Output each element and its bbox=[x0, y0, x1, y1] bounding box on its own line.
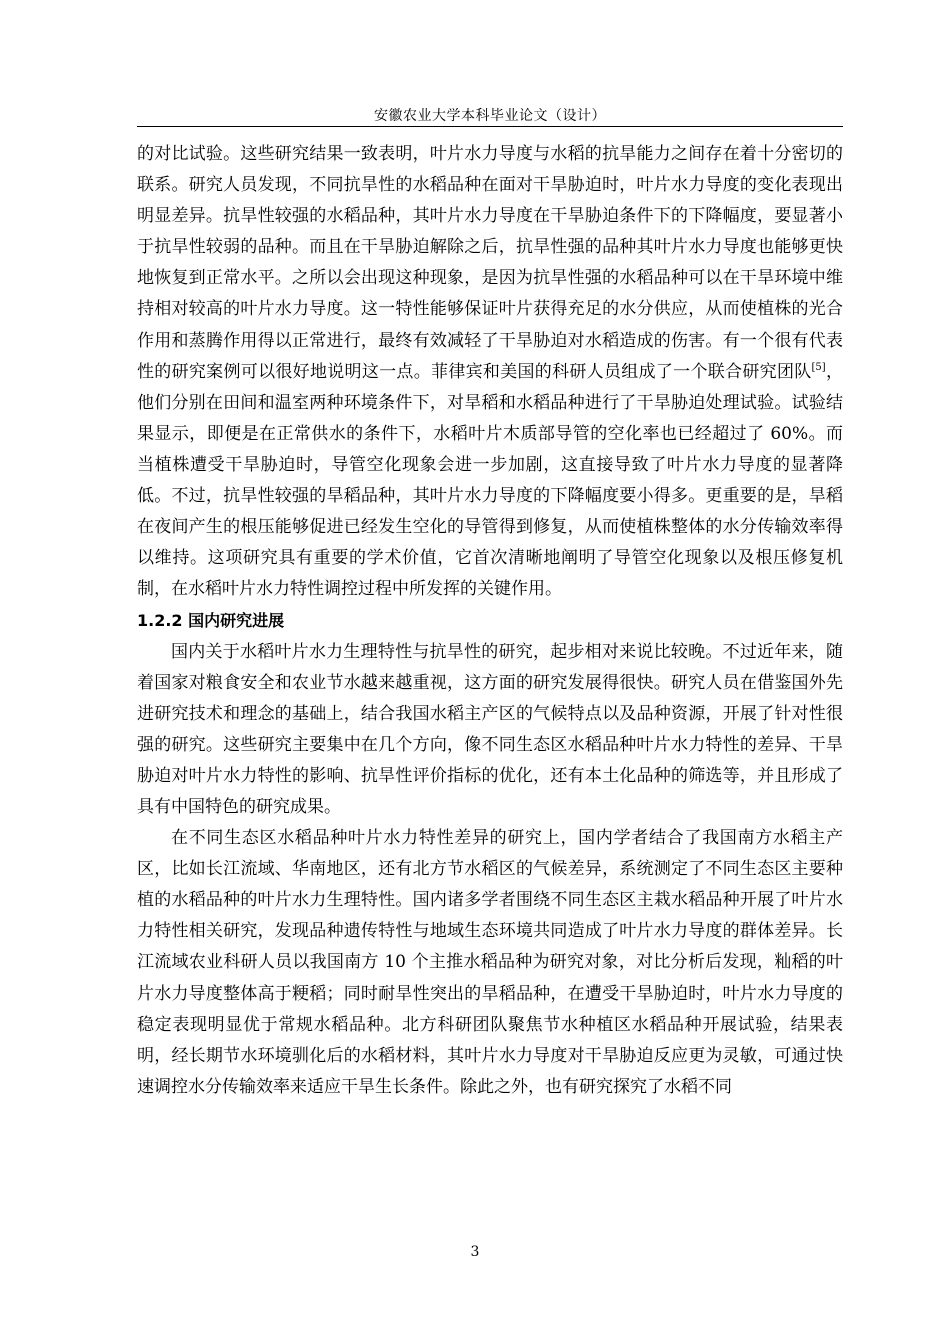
running-header: 安徽农业大学本科毕业论文（设计） bbox=[374, 108, 606, 124]
page-number: 3 bbox=[470, 1244, 480, 1260]
paragraph-1-text-continued: ，他们分别在田间和温室两种环境条件下，对旱稻和水稻品种进行了干旱胁迫处理试验。试验结果显示，即便是在正常供水的条件下，水稻叶片木质部导管的空化率也已经超过了 60%。而当植株遭受干旱胁迫时，导管空化现象会进一步加剧，这直接导致了叶片水力导度的显著降低。不过，抗旱性较强的旱稻品种，其叶片水力导度的下降幅度要小得多。更重要的是，旱稻在夜间产生的根压能够促进已经发生空化的导管得到修复，从而使植株整体的水分传输效率得以维持。这项研究具有重要的学术价值，它首次清晰地阐明了导管空化现象以及根压修复机制，在水稻叶片水力特性调控过程中所发挥的关键作用。 bbox=[137, 361, 843, 600]
paragraph-1 bbox=[137, 139, 843, 605]
paragraph-1-text: 的对比试验。这些研究结果一致表明，叶片水力导度与水稻的抗旱能力之间存在着十分密切的联系。研究人员发现，不同抗旱性的水稻品种在面对干旱胁迫时，叶片水力导度的变化表现出明显差异。抗旱性较强的水稻品种，其叶片水力导度在干旱胁迫条件下的下降幅度，要显著小于抗旱性较弱的品种。而且在干旱胁迫解除之后，抗旱性强的品种其叶片水力导度也能够更快地恢复到正常水平。之所以会出现这种现象，是因为抗旱性强的水稻品种可以在干旱环境中维持相对较高的叶片水力导度。这一特性能够保证叶片获得充足的水分供应，从而使植株的光合作用和蒸腾作用得以正常进行，最终有效减轻了干旱胁迫对水稻造成的伤害。有一个很有代表性的研究案例可以很好地说明这一点。菲律宾和美国的科研人员组成了一个联合研究团队 bbox=[137, 144, 843, 382]
citation-ref: [5] bbox=[811, 361, 826, 373]
paragraph-2: 国内关于水稻叶片水力生理特性与抗旱性的研究，起步相对来说比较晚。不过近年来，随着国家对粮食安全和农业节水越来越重视，这方面的研究发展得很快。研究人员在借鉴国外先进研究技术和理念的基础上，结合我国水稻主产区的气候特点以及品种资源，开展了针对性很强的研究。这些研究主要集中在几个方向，像不同生态区水稻品种叶片水力特性的差异、干旱胁迫对叶片水力特性的影响、抗旱性评价指标的优化，还有本土化品种的筛选等，并且形成了具有中国特色的研究成果。 bbox=[137, 641, 843, 817]
section-heading: 1.2.2 国内研究进展 bbox=[137, 611, 285, 631]
header-rule bbox=[137, 126, 843, 127]
body-text bbox=[137, 139, 843, 1103]
paragraph-3: 在不同生态区水稻品种叶片水力特性差异的研究上，国内学者结合了我国南方水稻主产区，比如长江流域、华南地区，还有北方节水稻区的气候差异，系统测定了不同生态区主要种植的水稻品种的叶片水力生理特性。国内诸多学者围绕不同生态区主栽水稻品种开展了叶片水力特性相关研究，发现品种遗传特性与地域生态环境共同造成了叶片水力导度的群体差异。长江流域农业科研人员以我国南方 10 个主推水稻品种为研究对象，对比分析后发现，籼稻的叶片水力导度整体高于粳稻；同时耐旱性突出的旱稻品种，在遭受干旱胁迫时，叶片水力导度的稳定表现明显优于常规水稻品种。北方科研团队聚焦节水种植区水稻品种开展试验，结果表明，经长期节水环境驯化后的水稻材料，其叶片水力导度对干旱胁迫反应更为灵敏，可通过快速调控水分传输效率来适应干旱生长条件。除此之外，也有研究探究了水稻不同 bbox=[137, 828, 843, 1097]
